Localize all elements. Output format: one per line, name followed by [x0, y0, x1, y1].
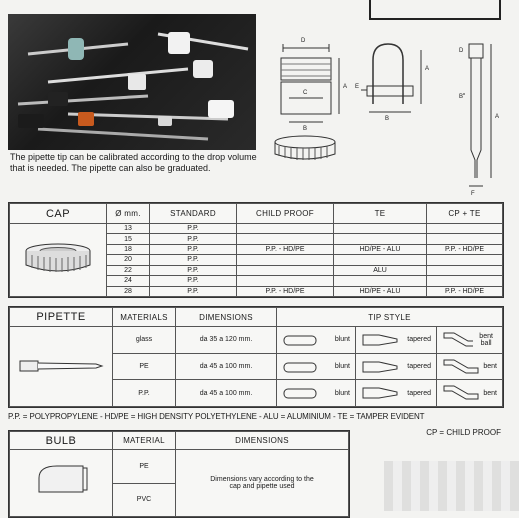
- pipette-header-dimensions: DIMENSIONS: [176, 308, 277, 327]
- cap-title: CAP: [10, 204, 107, 224]
- watermark-mosaic: [384, 461, 519, 511]
- tip-label: bent: [483, 363, 497, 371]
- pipette-material: P.P.: [113, 380, 176, 407]
- label-d: D: [301, 38, 306, 44]
- bulb-header-dimensions: DIMENSIONS: [176, 432, 349, 450]
- label-c: C: [303, 90, 308, 96]
- bulb-image: [10, 450, 113, 517]
- pipette-table: [8, 306, 504, 408]
- label-d3: D: [459, 48, 464, 54]
- label-f: F: [471, 191, 475, 197]
- cap-cell: P.P. - HD/PE: [237, 244, 334, 254]
- tip-label: tapered: [407, 336, 431, 344]
- cap-diagram-top: [281, 58, 331, 80]
- tip-label: blunt: [334, 336, 350, 344]
- abbreviations-legend: P.P. = POLYPROPYLENE - HD/PE = HIGH DENSITY POLYETHYLENE - ALU = ALUMINIUM - TE = TAMPER EVIDENT: [8, 412, 425, 421]
- cap-cell: [334, 276, 427, 286]
- tip-blunt: [277, 353, 356, 380]
- pipette-title: PIPETTE: [10, 308, 113, 327]
- tip-bent: [437, 380, 503, 407]
- technical-diagrams: [265, 30, 519, 200]
- label-a2: A: [425, 66, 430, 72]
- photo-caption: The pipette tip can be calibrated according to the drop volume that is needed. The pipette can also be graduated.: [10, 152, 257, 173]
- cap-header-standard: STANDARD: [150, 204, 237, 224]
- cap-cell: 18: [107, 244, 150, 254]
- cap-cell: [237, 276, 334, 286]
- top-frame: [369, 0, 501, 20]
- cap-cell: 28: [107, 286, 150, 296]
- pipette-image: [10, 327, 113, 407]
- bulb-material: PE: [113, 450, 176, 484]
- tip-bent: [437, 353, 503, 380]
- cap-header-te: TE: [334, 204, 427, 224]
- label-b3: B: [459, 94, 464, 100]
- cap-cell: [237, 265, 334, 275]
- cap-cell: 13: [107, 224, 150, 234]
- cap-cell: P.P. - HD/PE: [427, 244, 503, 254]
- tip-label: bent ball: [479, 332, 493, 347]
- bulb-title: BULB: [10, 432, 113, 450]
- cap-cell: [334, 234, 427, 244]
- tip-label: tapered: [407, 389, 431, 397]
- pipette-dimensions: da 45 a 100 mm.: [176, 380, 277, 407]
- cap-table: [8, 202, 504, 298]
- label-a: A: [343, 84, 348, 90]
- cap-cell: P.P.: [150, 276, 237, 286]
- cap-header-child-proof: CHILD PROOF: [237, 204, 334, 224]
- tip-label: blunt: [334, 389, 350, 397]
- label-a3: A: [495, 114, 500, 120]
- bulb-table: [8, 430, 350, 518]
- tip-label: bent: [483, 389, 497, 397]
- cap-cell: [427, 276, 503, 286]
- label-e2: E: [355, 84, 360, 90]
- pipette-material: PE: [113, 353, 176, 380]
- cap-cell: P.P.: [150, 255, 237, 265]
- cap-cell: 22: [107, 265, 150, 275]
- cap-cell: [334, 255, 427, 265]
- cap-cell: [427, 224, 503, 234]
- tip-tapered: [356, 380, 437, 407]
- tip-blunt: [277, 380, 356, 407]
- cap-cell: 20: [107, 255, 150, 265]
- cap-cell: P.P.: [150, 224, 237, 234]
- cap-cell: [334, 224, 427, 234]
- cap-cell: ALU: [334, 265, 427, 275]
- bulb-header-material: MATERIAL: [113, 432, 176, 450]
- cap-cell: [237, 255, 334, 265]
- cap-cell: P.P. - HD/PE: [427, 286, 503, 296]
- cap-cell: [427, 255, 503, 265]
- cap-cell: P.P. - HD/PE: [237, 286, 334, 296]
- bulb-material: PVC: [113, 483, 176, 517]
- cap-cell: HD/PE - ALU: [334, 286, 427, 296]
- product-photo: [8, 14, 256, 150]
- cap-cell: [237, 234, 334, 244]
- cap-image: [10, 224, 107, 297]
- pipette-header-tip-style: TIP STYLE: [277, 308, 503, 327]
- pipette-header-materials: MATERIALS: [113, 308, 176, 327]
- cap-cell: P.P.: [150, 265, 237, 275]
- cap-cell: P.P.: [150, 244, 237, 254]
- pipette-material: glass: [113, 327, 176, 354]
- tip-tapered: [356, 327, 437, 354]
- tip-bent: [437, 327, 503, 354]
- cap-cell: HD/PE - ALU: [334, 244, 427, 254]
- label-b: B: [303, 126, 308, 132]
- cap-cell: P.P.: [150, 286, 237, 296]
- cap-cell: [427, 234, 503, 244]
- tip-label: blunt: [334, 363, 350, 371]
- label-b2: B: [385, 116, 390, 122]
- pipette-dimensions: da 35 a 120 mm.: [176, 327, 277, 354]
- cap-cell: P.P.: [150, 234, 237, 244]
- tip-tapered: [356, 353, 437, 380]
- cap-cell: 15: [107, 234, 150, 244]
- bulb-dimensions-note: Dimensions vary according to the cap and pipette used: [176, 450, 349, 517]
- cap-cell: 24: [107, 276, 150, 286]
- tip-label: tapered: [407, 363, 431, 371]
- cap-header-diameter: Ø mm.: [107, 204, 150, 224]
- child-proof-legend: CP = CHILD PROOF: [426, 428, 501, 437]
- pipette-dimensions: da 45 a 100 mm.: [176, 353, 277, 380]
- cap-cell: [427, 265, 503, 275]
- cap-header-cp-te: CP + TE: [427, 204, 503, 224]
- cap-cell: [237, 224, 334, 234]
- tip-blunt: [277, 327, 356, 354]
